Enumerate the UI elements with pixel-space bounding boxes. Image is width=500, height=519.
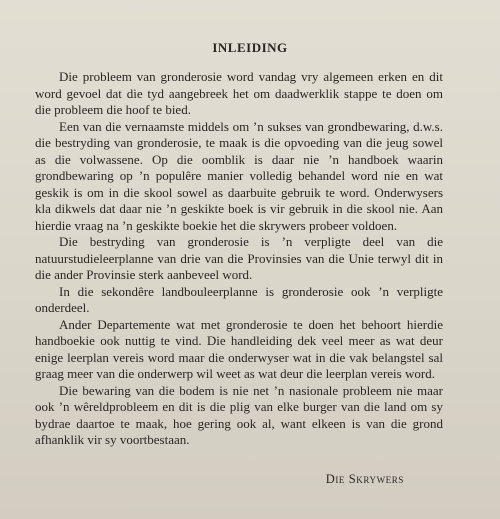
paragraph-5: Ander Departemente wat met gronderosie te doen het behoort hierdie handboekie ook nuttig te vind. Die handleiding dek veel meer as wat deur enige leerplan vereis word maar die onderwyser wat in die vak belangstel sal graag meer van die onderwerp wil weet as wat deur die leerplan vereis word. — [35, 316, 443, 381]
paragraph-6: Die bewaring van die bodem is nie net ’n nasionale probleem nie maar ook ’n wêreldprobleem en dit is die plig van elke burger van die land om sy bydrae daartoe te maak, hoe gering ook al, want elkeen is van die grond afhanklik vir sy voortbestaan. — [35, 382, 443, 447]
page-heading: INLEIDING — [212, 40, 288, 55]
paragraph-1: Die probleem van gronderosie word vandag vry algemeen erken en dit word gevoel dat die tyd aangebreek het om daadwerklik stappe te doen om die probleem die hoof te bied. — [35, 69, 443, 117]
paragraph-4: In die sekondêre landbouleerplanne is gronderosie ook ’n verpligte onderdeel. — [35, 283, 443, 315]
signature: Die Skrywers — [325, 472, 404, 486]
paragraph-2: Een van die vernaamste middels om ’n sukses van grondbewaring, d.w.s. die bestryding van gronderosie, te maak is die opvoeding van die jeug sowel as die volwassene. Op die oomblik is daar nie ’n handboek waarin grondbewaring op ’n populêre manier volledig behandel word nie en wat geskik is om in die skool sowel as daarbuite gebruik te word. Onderwysers kla dikwels dat daar nie ’n geskikte boek is vir gebruik in die skool nie. Aan hierdie vraag na ’n geskikte boekie het die skrywers probeer voldoen. — [35, 118, 443, 233]
introduction-body — [35, 69, 443, 449]
paragraph-3: Die bestryding van gronderosie is ’n verpligte deel van die natuurstudieleerplanne van drie van die Provinsies van die Unie terwyl dit in die ander Provinsie sterk aanbeveel word. — [35, 234, 443, 282]
